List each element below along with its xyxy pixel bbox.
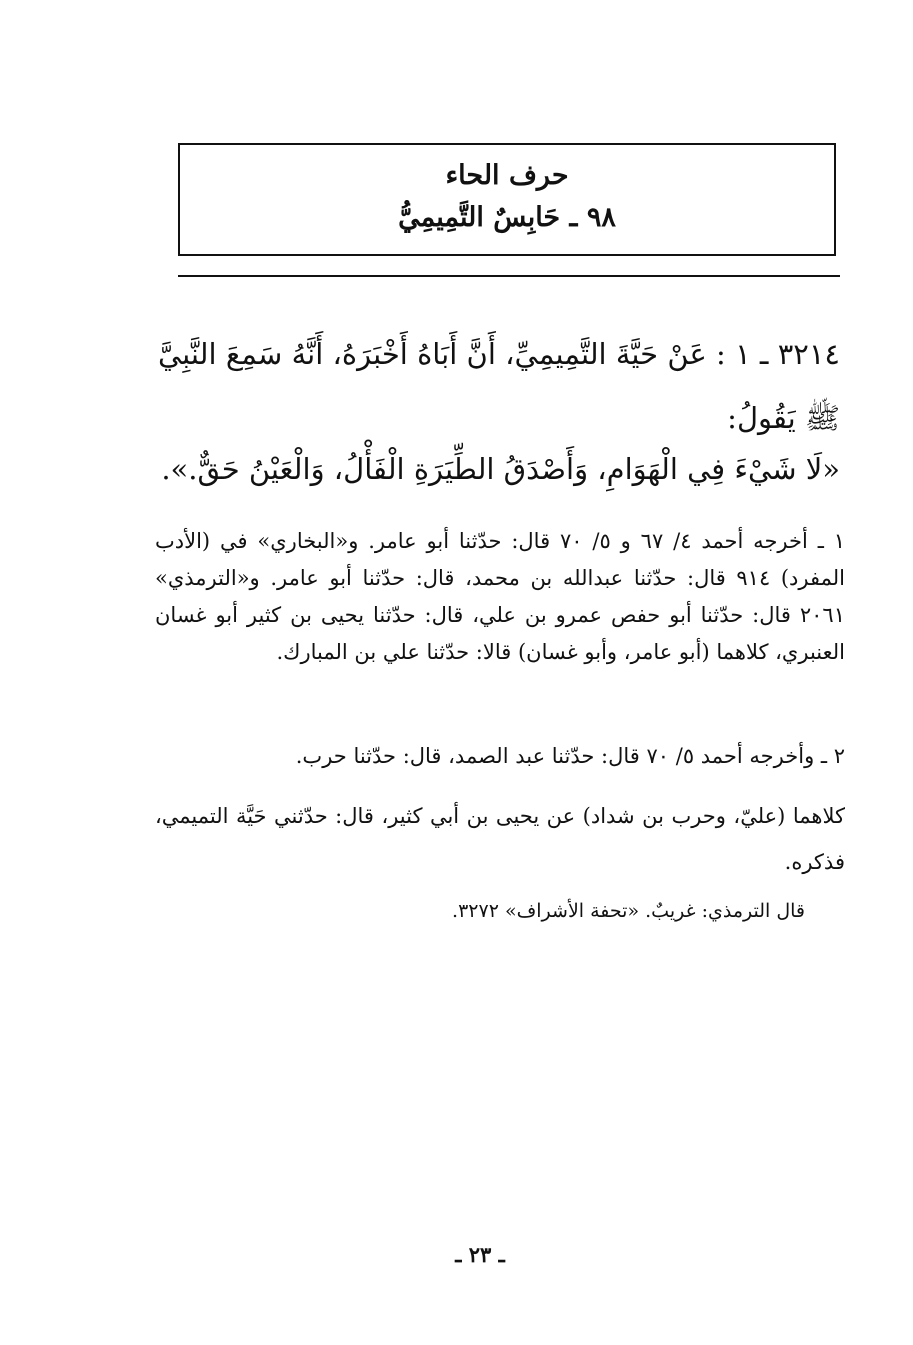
page-number: ـ ٢٣ ـ xyxy=(455,1242,505,1267)
takhrij-note-2: ٢ ـ وأخرجه أحمد ٥/ ٧٠ قال: حدّثنا عبد الصمد، قال: حدّثنا حرب. xyxy=(295,744,845,768)
hadith-quote: «لَا شَيْءَ فِي الْهَوَامِ، وَأَصْدَقُ الطِّيَرَةِ الْفَأْلُ، وَالْعَيْنُ حَقٌّ.». xyxy=(161,452,840,486)
tirmidhi-remark: قال الترمذي: غريبٌ. «تحفة الأشراف» ٣٢٧٢. xyxy=(452,900,805,922)
header-divider xyxy=(178,275,840,277)
takhrij-note-1: ١ ـ أخرجه أحمد ٤/ ٦٧ و ٥/ ٧٠ قال: حدّثنا أبو عامر. و«البخاري» في (الأدب المفرد) ٩١٤ قال: حدّثنا عبدالله بن محمد، قال: حدّثنا أبو عامر. و«الترمذي» ٢٠٦١ قال: حدّثنا أبو حفص عمرو بن علي، قال: حدّثنا يحيى بن كثير أبو غسان العنبري، كلاهما (أبو عامر، وأبو غسان) قالا: حدّثنا علي بن المبارك. xyxy=(155,529,845,664)
section-title: ٩٨ ـ حَابِسٌ التَّمِيمِيُّ xyxy=(398,202,616,233)
takhrij-note-3: كلاهما (عليّ، وحرب بن شداد) عن يحيى بن أبي كثير، قال: حدّثني حَيَّة التميمي، فذكره. xyxy=(155,804,845,874)
hadith-intro: ٣٢١٤ ـ ١ : عَنْ حَيَّةَ التَّمِيمِيِّ، أَنَّ أَبَاهُ أَخْبَرَهُ، أَنَّهُ سَمِعَ النَّبِيَّ ﷺ يَقُولُ: xyxy=(158,337,841,435)
chapter-title-box xyxy=(178,143,836,256)
chapter-title: حرف الحاء xyxy=(445,160,569,191)
